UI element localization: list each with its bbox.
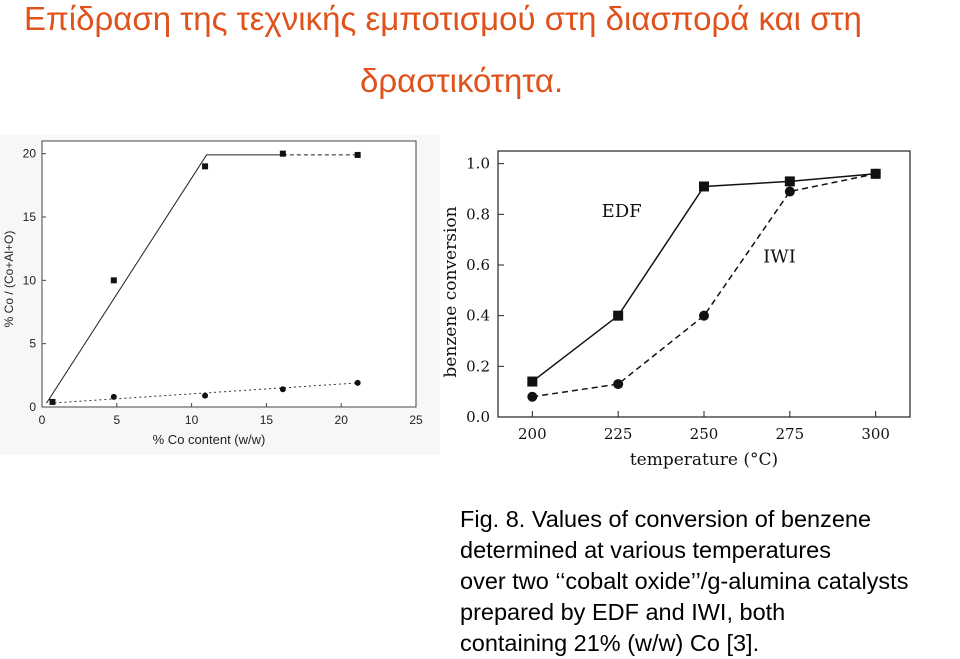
y-tick-label: 15 <box>22 210 36 224</box>
figure-caption <box>460 504 960 659</box>
x-axis-label: temperature (°C) <box>629 450 779 470</box>
square-point <box>527 377 537 387</box>
y-axis-label: % Co / (Co+Al+O) <box>2 230 16 328</box>
y-tick-label: 0 <box>29 400 36 414</box>
square-point <box>355 152 361 158</box>
x-tick-label: 0 <box>38 413 46 427</box>
y-tick-label: 1.0 <box>466 154 490 173</box>
benzene-conversion-chart <box>440 145 930 475</box>
square-point <box>699 181 709 191</box>
caption-line: prepared by EDF and IWI, both <box>460 599 786 625</box>
x-tick-label: 250 <box>689 425 719 443</box>
x-axis-label: % Co content (w/w) <box>152 432 266 447</box>
y-tick-label: 0.8 <box>466 205 490 224</box>
x-tick-label: 10 <box>184 413 199 427</box>
co-content-plot <box>2 141 423 447</box>
y-axis-label: benzene conversion <box>441 206 461 378</box>
y-tick-label: 0.2 <box>466 357 490 376</box>
slide-title-line-2: δραστικότητα. <box>360 62 564 99</box>
circle-point <box>613 379 623 389</box>
square-point <box>202 163 208 169</box>
y-tick-label: 0.0 <box>466 408 490 426</box>
co-content-chart <box>0 135 440 455</box>
circle-point <box>527 392 537 402</box>
x-tick-label: 20 <box>334 413 348 427</box>
x-tick-label: 25 <box>409 413 423 427</box>
plot-frame <box>42 141 416 407</box>
iwi-series-line <box>532 174 875 397</box>
slide-title-line-1: Επίδραση της τεχνικής εμποτισμού στη διασπορά και στη <box>24 0 862 37</box>
benzene-conversion-plot <box>441 151 910 470</box>
caption-line: over two ‘‘cobalt oxide’’/g-alumina catalysts <box>460 568 909 594</box>
caption-line: containing 21% (w/w) Co [3]. <box>460 630 760 656</box>
edf-annotation: EDF <box>601 200 642 222</box>
x-tick-label: 300 <box>861 425 890 443</box>
caption-line: Fig. 8. Values of conversion of benzene <box>460 506 872 532</box>
square-point <box>280 151 286 157</box>
square-point <box>785 176 795 186</box>
circle-point <box>871 169 881 179</box>
x-tick-label: 5 <box>113 413 121 427</box>
x-tick-label: 275 <box>775 425 805 443</box>
x-tick-label: 200 <box>518 425 547 443</box>
y-tick-label: 5 <box>29 336 36 351</box>
circle-point <box>355 380 361 386</box>
y-tick-label: 20 <box>22 146 36 161</box>
y-tick-label: 10 <box>22 273 36 288</box>
circle-point <box>111 394 117 400</box>
caption-line: determined at various temperatures <box>460 537 831 563</box>
circle-point <box>699 311 709 321</box>
x-tick-label: 15 <box>259 413 274 427</box>
iwi-annotation: IWI <box>763 246 796 268</box>
square-point <box>49 399 55 405</box>
circle-point <box>785 187 795 197</box>
square-point <box>613 311 623 321</box>
y-tick-label: 0.4 <box>466 306 490 325</box>
y-tick-label: 0.6 <box>466 256 490 274</box>
square-point <box>111 277 117 283</box>
circle-point <box>280 386 286 392</box>
edf-series-line <box>532 174 875 382</box>
circle-point <box>202 393 208 399</box>
x-tick-label: 225 <box>603 425 633 443</box>
